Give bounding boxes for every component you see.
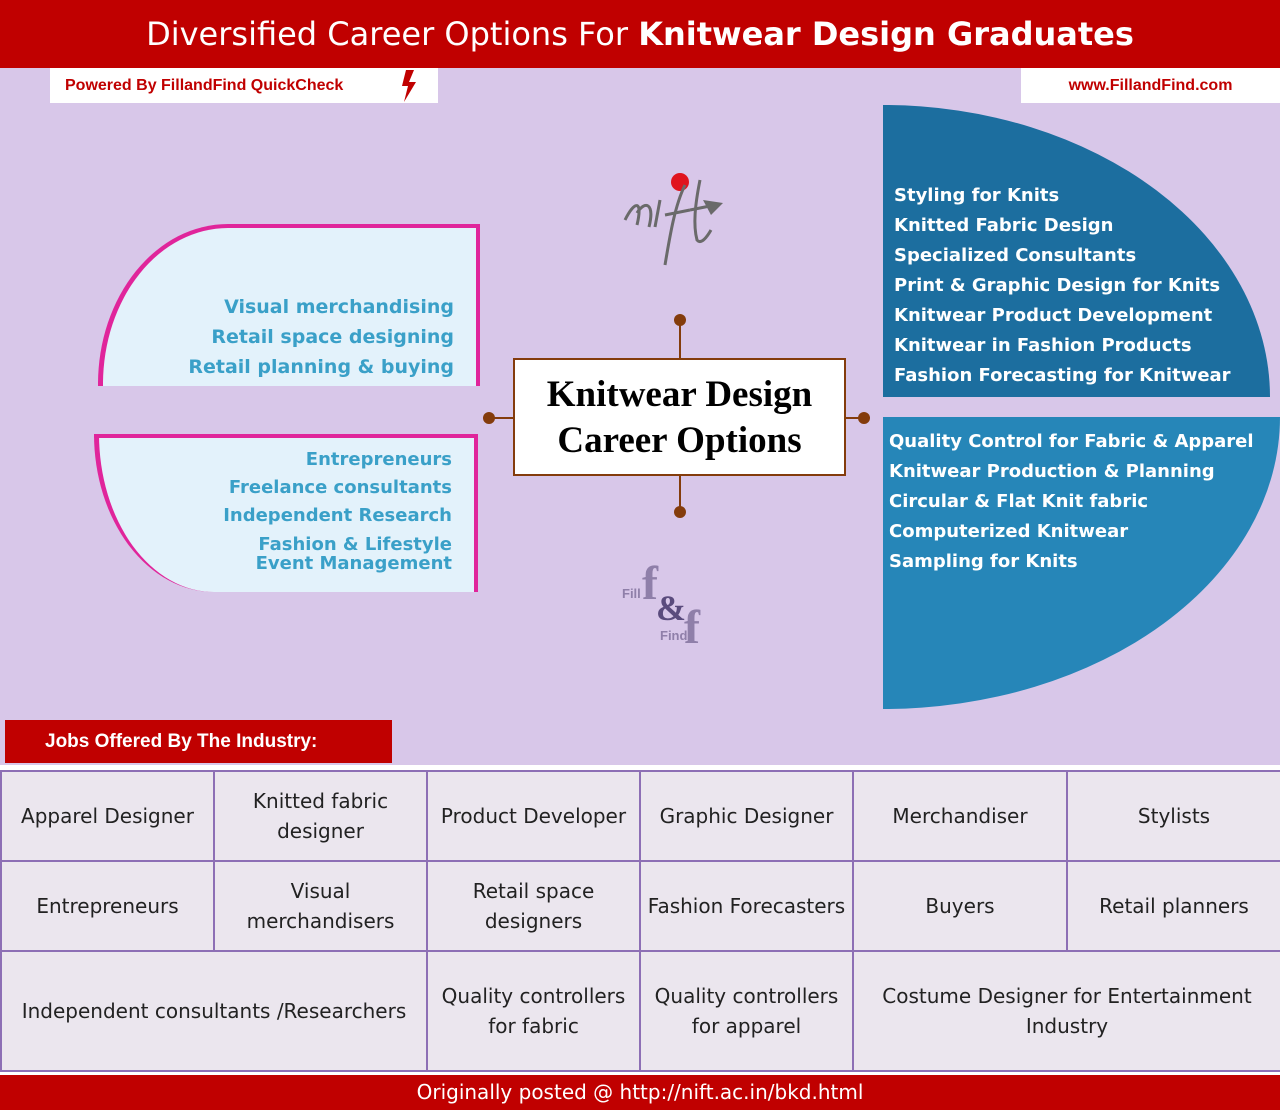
jobs-offered-label [5,720,392,763]
job-cell: Knitted fabric designer [214,771,427,861]
left-bottom-item: Freelance consultants [228,477,452,498]
job-cell: Independent consultants /Researchers [1,951,427,1071]
job-cell: Apparel Designer [1,771,214,861]
website-link[interactable]: www.FillandFind.com [1068,77,1233,94]
right-top-item: Styling for Knits [894,185,1060,206]
right-bottom-item: Quality Control for Fabric & Apparel [889,431,1254,452]
job-cell: Product Developer [427,771,640,861]
table-row [1,861,1280,951]
fill-and-find-logo-icon [618,555,728,655]
job-cell: Costume Designer for Entertainment Industry [853,951,1280,1071]
center-title-line1: Knitwear Design [546,374,813,415]
left-bottom-item: Entrepreneurs [305,449,452,470]
job-cell: Buyers [853,861,1067,951]
job-cell: Merchandiser [853,771,1067,861]
page-footer [0,1075,1280,1110]
job-cell: Visual merchandisers [214,861,427,951]
job-cell: Quality controllers for apparel [640,951,853,1071]
right-top-item: Fashion Forecasting for Knitwear [894,365,1231,386]
right-bottom-item: Sampling for Knits [889,551,1078,572]
right-bottom-item: Circular & Flat Knit fabric [889,491,1149,512]
right-top-item: Knitted Fabric Design [894,215,1114,236]
center-title-line2: Career Options [557,420,802,461]
nift-logo-icon [615,165,735,275]
powered-by-text: Powered By FillandFind QuickCheck [65,77,344,94]
right-top-item: Knitwear Product Development [894,305,1213,326]
job-cell: Entrepreneurs [1,861,214,951]
table-row [1,951,1280,1071]
job-cell: Fashion Forecasters [640,861,853,951]
job-cell: Graphic Designer [640,771,853,861]
left-top-item: Retail space designing [211,326,454,348]
job-cell: Retail planners [1067,861,1280,951]
svg-text:Fill: Fill [622,586,641,601]
center-title-box [513,358,846,476]
left-bottom-item: Fashion & Lifestyle [258,534,452,555]
job-cell: Quality controllers for fabric [427,951,640,1071]
left-bottom-item: Independent Research [223,505,452,526]
right-top-item: Print & Graphic Design for Knits [894,275,1221,296]
right-top-item: Specialized Consultants [894,245,1137,266]
table-row [1,771,1280,861]
right-top-item: Knitwear in Fashion Products [894,335,1192,356]
svg-text:f: f [642,557,658,610]
right-bottom-item: Computerized Knitwear [889,521,1129,542]
header-title-bold: Knitwear Design Graduates [638,15,1134,53]
left-top-item: Visual merchandising [224,296,454,318]
jobs-label-text: Jobs Offered By The Industry: [45,731,318,752]
left-top-item: Retail planning & buying [188,356,454,378]
footer-source-link[interactable]: Originally posted @ http://nift.ac.in/bkd.html [416,1080,864,1104]
header-title-prefix: Diversified Career Options For [146,15,639,53]
svg-text:Find: Find [660,628,688,643]
jobs-table [0,770,1280,1072]
left-bottom-item: Event Management [255,553,452,574]
right-bottom-item: Knitwear Production & Planning [889,461,1215,482]
job-cell: Retail space designers [427,861,640,951]
svg-text:&: & [656,588,686,628]
svg-text:f: f [684,601,700,654]
job-cell: Stylists [1067,771,1280,861]
